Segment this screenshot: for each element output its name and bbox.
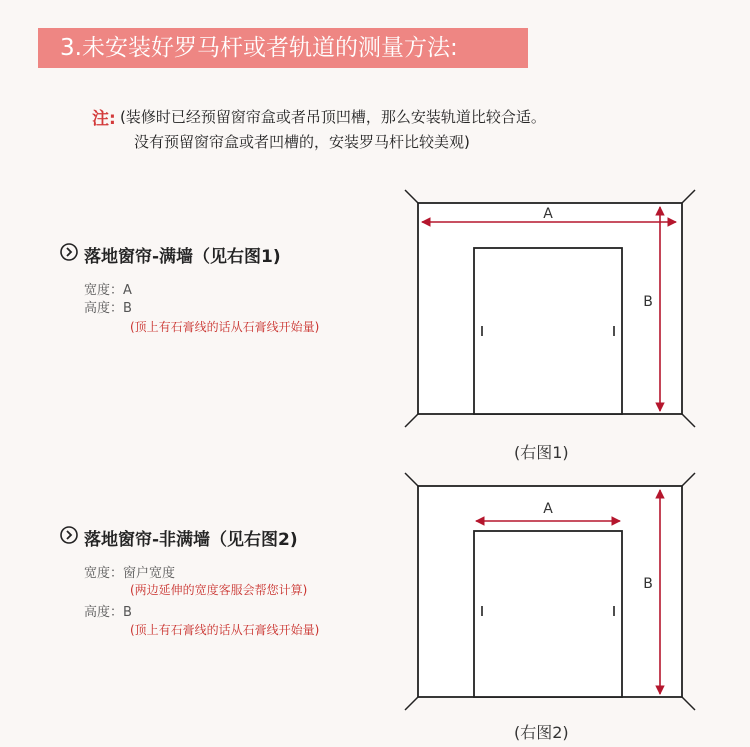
figure1-label-a: A: [543, 206, 553, 222]
figure1-diagram: [400, 185, 700, 435]
figure2-label-a: A: [543, 501, 553, 517]
section1-width-label: 宽度：A: [84, 283, 132, 298]
circle-arrow-icon: [60, 526, 78, 544]
section2-height-note: (顶上有石膏线的话从石膏线开始量): [130, 623, 320, 637]
figure2-diagram: [400, 468, 700, 718]
figure2-label-b: B: [643, 576, 653, 592]
note-label: 注:: [92, 109, 116, 129]
section2-width-label: 宽度：窗户宽度: [84, 566, 176, 581]
figure1-caption: (右图1): [514, 443, 569, 462]
figure2-caption: (右图2): [514, 723, 569, 742]
page-title: 3.未安装好罗马杆或者轨道的测量方法:: [60, 35, 458, 61]
circle-arrow-icon: [60, 243, 78, 261]
section1-title: 落地窗帘-满墙（见右图1): [84, 247, 281, 267]
figure1-label-b: B: [643, 294, 653, 310]
note-line-1: (装修时已经预留窗帘盒或者吊顶凹槽，那么安装轨道比较合适。: [120, 108, 546, 126]
section2-height-label: 高度：B: [84, 605, 132, 620]
section1-height-label: 高度：B: [84, 301, 132, 316]
section2-width-note: (两边延伸的宽度客服会帮您计算): [130, 583, 308, 597]
section2-title: 落地窗帘-非满墙（见右图2): [84, 530, 298, 550]
note-line-2: 没有预留窗帘盒或者凹槽的，安装罗马杆比较美观): [134, 133, 470, 151]
section1-height-note: (顶上有石膏线的话从石膏线开始量): [130, 320, 320, 334]
